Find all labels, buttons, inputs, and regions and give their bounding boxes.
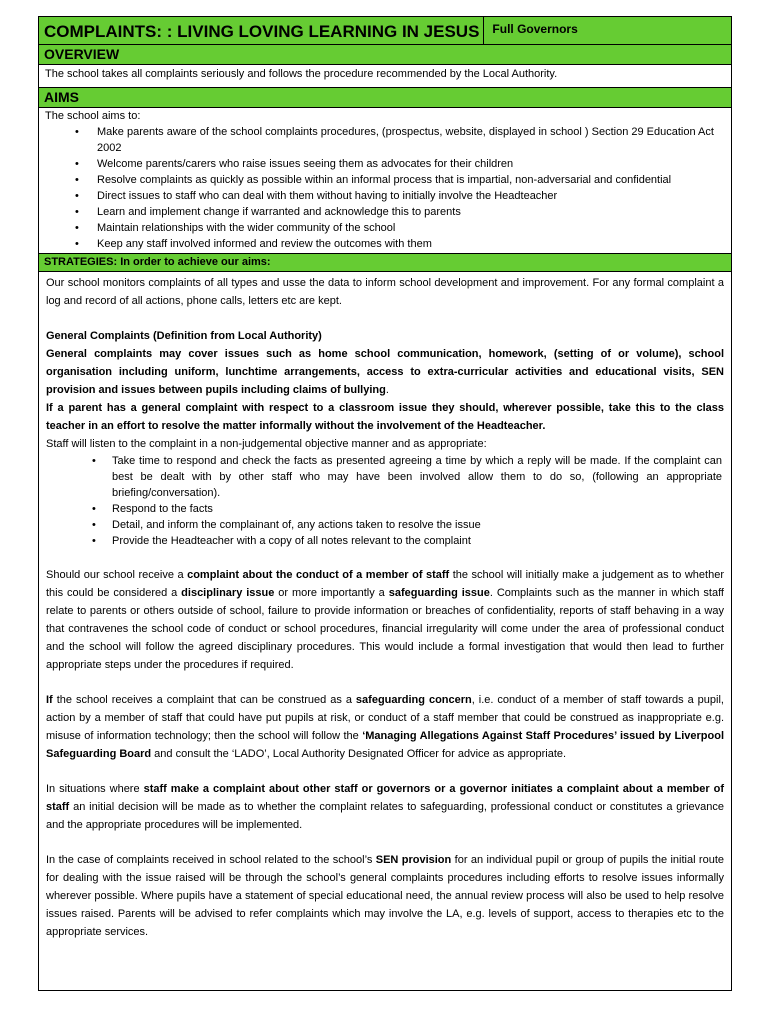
listen-intro: Staff will listen to the complaint in a non-judgemental objective manner and as appropriate: [46,438,487,450]
safeguarding-paragraph: If the school receives a complaint that can be construed as a safeguarding concern, i.e. conduct of a member of staff towards a pupil, action by a member of staff that could have put pupils at risk, or conduct of a staff member that could be construed as inappropriate e.g. misuse of information technology; then the school will follow the ‘Managing Allegations Against Staff Procedures’ issued by Liverpool Safeguarding Board and consult the ‘LADO’, Local Authority Designated Officer for advice as appropriate. [46,694,724,760]
classroom-issue-text: If a parent has a general complaint with respect to a classroom issue they should, wherever possible, take this to the class teacher in an effort to resolve the matter informally without the involvement of the Headteacher. [46,402,724,432]
aims-item: • Direct issues to staff who can deal with them without having to initially involve the Headteacher [97,188,725,204]
policy-document [38,16,732,991]
response-step: • Provide the Headteacher with a copy of all notes relevant to the complaint [112,533,724,549]
aims-item: • Keep any staff involved informed and review the outcomes with them [97,236,725,252]
title-bar [39,17,731,45]
aims-list [45,124,725,252]
response-step: • Detail, and inform the complainant of, any actions taken to resolve the issue [112,517,724,533]
audience-label: Full Governors [492,22,578,36]
staff-governors-paragraph: In situations where staff make a complaint about other staff or governors or a governor initiates a complaint about a member of staff an initial decision will be made as to whether the complaint relates to safeguarding, professional conduct or constitutes a grievance and the appropriate procedures will be implemented. [46,783,724,831]
sen-paragraph: In the case of complaints received in school related to the school’s SEN provision for an individual pupil or group of pupils the initial route for dealing with the issue raised will be through the school’s general complaints procedures including efforts to resolve issues informally wherever possible. Where pupils have a statement of special educational need, the annual review process will also be used to help resolve issues raised. Parents will be advised to refer complaints which may involve the LA, e.g. levels of support, access to therapies etc to the appropriate services. [46,854,724,938]
aims-heading: AIMS [39,88,731,108]
staff-conduct-paragraph: Should our school receive a complaint about the conduct of a member of staff the school will initially make a judgement as to whether this could be considered a disciplinary issue or more importantly a safeguarding issue. Complaints such as the manner in which staff relate to parents or others outside of school, failure to provide information or breaches of confidentiality, reports of staff behaving in a way that contravenes the school code of conduct or school procedures, financial irregularity will come under the area of professional conduct and the school will follow the agreed disciplinary procedures. This would include a formal investigation that would then lead to further appropriate steps under the procedures if required. [46,569,724,671]
aims-section [39,108,731,254]
aims-item: • Resolve complaints as quickly as possible within an informal process that is impartial, non-adversarial and confidential [97,172,725,188]
strategies-intro: Our school monitors complaints of all types and usse the data to inform school development and improvement. For any formal complaint a log and record of all actions, phone calls, letters etc are kept. [46,277,724,307]
aims-intro: The school aims to: [45,110,141,122]
strategies-heading: STRATEGIES: In order to achieve our aims: [39,254,731,272]
aims-item: • Make parents aware of the school complaints procedures, (prospectus, website, displayed in school ) Section 29 Education Act 2002 [97,124,725,156]
strategies-section [39,272,731,941]
overview-text: The school takes all complaints seriously and follows the procedure recommended by the Local Authority. [39,65,731,88]
general-complaints-title: General Complaints (Definition from Local Authority) [46,330,322,342]
aims-item: • Learn and implement change if warranted and acknowledge this to parents [97,204,725,220]
aims-item: • Maintain relationships with the wider community of the school [97,220,725,236]
overview-heading: OVERVIEW [39,45,731,65]
response-steps-list [46,453,724,549]
response-step: • Respond to the facts [112,501,724,517]
response-step: • Take time to respond and check the facts as presented agreeing a time by which a reply will be made. If the complaint can best be dealt with by other staff who may have been involved allow them to do so, (following an appropriate briefing/conversation). [112,453,724,501]
general-complaints-definition: General complaints may cover issues such as home school communication, homework, (setting of or volume), school organisation including uniform, lunchtime arrangements, access to extra-curricular activities and educational visits, SEN provision and issues between pupils including claims of bullying. [46,348,724,396]
document-title: COMPLAINTS: : LIVING LOVING LEARNING IN JESUS [39,17,484,44]
aims-item: • Welcome parents/carers who raise issues seeing them as advocates for their children [97,156,725,172]
